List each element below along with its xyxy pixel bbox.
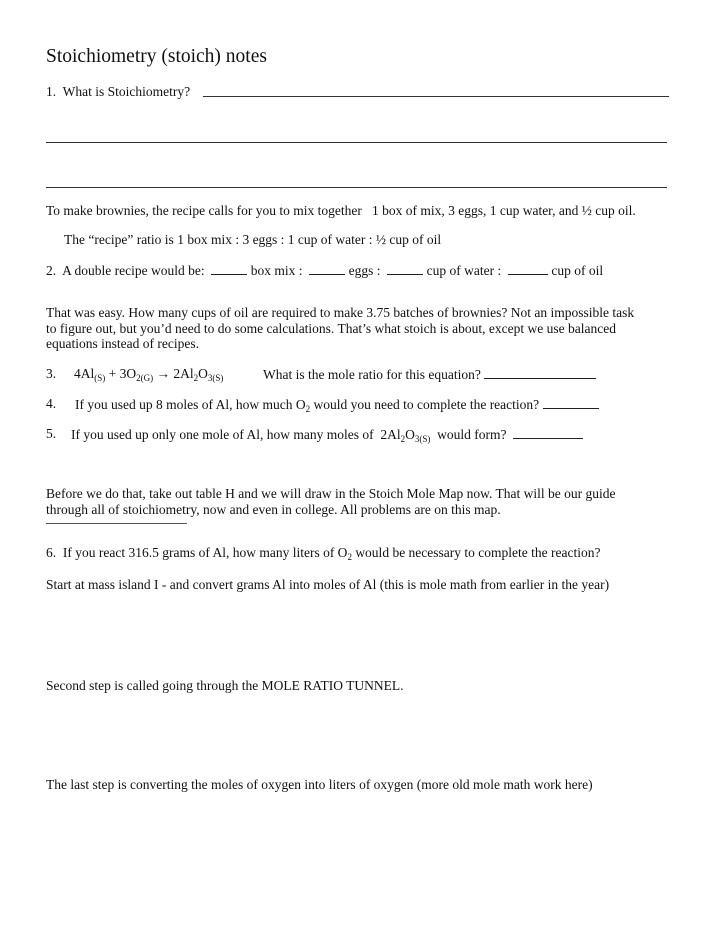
question-4-blank[interactable]	[543, 396, 599, 409]
recipe-ratio: The “recipe” ratio is 1 box mix : 3 eggs : 1 cup of water : ½ cup of oil	[64, 232, 442, 247]
page-title: Stoichiometry (stoich) notes	[46, 46, 267, 67]
question-4-number: 4.	[46, 396, 57, 411]
table-h-paragraph	[46, 486, 616, 517]
eq-product: 2Al	[173, 366, 194, 381]
question-1-answer-line-3[interactable]	[46, 187, 667, 188]
eq-state-o2: 2(G)	[136, 373, 154, 383]
question-5-blank[interactable]	[513, 426, 583, 439]
q5-product-o: O	[405, 427, 415, 442]
q5-product-sub-1: 2	[400, 434, 406, 444]
question-3	[263, 366, 596, 383]
easy-line-2: to figure out, but you’d need to do some calculations. That’s what stoich is about, except we use balanced	[46, 320, 616, 336]
question-5	[71, 426, 583, 443]
brownie-ingredients: 1 box of mix, 3 eggs, 1 cup water, and ½ cup oil.	[371, 203, 636, 218]
table-h-underline	[46, 523, 187, 524]
question-4-text-a: If you used up 8 moles of Al, how much O	[75, 397, 306, 412]
water-blank[interactable]	[387, 262, 423, 275]
question-1-text: What is Stoichiometry?	[62, 84, 191, 99]
eq-product-o: O	[198, 366, 208, 381]
oil-label: cup of oil	[551, 263, 604, 278]
eq-product-sub-2: 3(S)	[207, 373, 224, 383]
eq-state-al: (S)	[94, 373, 106, 383]
chemical-equation	[74, 366, 223, 382]
step-3: The last step is converting the moles of oxygen into liters of oxygen (more old mole math work here)	[46, 777, 593, 792]
eq-product-sub-1: 2	[193, 373, 199, 383]
eggs-label: eggs :	[348, 263, 381, 278]
q5-product-sub-2: 3(S)	[414, 434, 431, 444]
question-2-lead: A double recipe would be:	[62, 263, 205, 278]
easy-line-1: That was easy. How many cups of oil are required to make 3.75 batches of brownies? Not an impossible task	[46, 305, 635, 320]
water-label: cup of water :	[426, 263, 502, 278]
question-1	[46, 84, 190, 100]
question-6	[46, 545, 600, 561]
eq-reactant-al: 4Al	[74, 366, 95, 381]
table-h-line-1: Before we do that, take out table H and we will draw in the Stoich Mole Map now. That will be our guide	[46, 486, 616, 501]
question-6-number: 6.	[46, 545, 57, 560]
question-4-text-b: would you need to complete the reaction?	[313, 397, 540, 412]
question-2	[46, 262, 603, 279]
brownie-intro	[46, 203, 636, 219]
eggs-blank[interactable]	[309, 262, 345, 275]
box-mix-blank[interactable]	[211, 262, 247, 275]
question-1-answer-line-2[interactable]	[46, 142, 667, 143]
reaction-arrow-icon: →	[156, 366, 170, 381]
eq-reactant-o2: + 3O	[108, 366, 137, 381]
question-3-blank[interactable]	[484, 366, 596, 379]
question-3-text: What is the mole ratio for this equation?	[263, 367, 481, 382]
question-1-answer-line[interactable]	[203, 96, 669, 97]
table-h-line-2: through all of stoichiometry, now and even in college. All problems are on this map.	[46, 501, 501, 517]
question-6-text-b: would be necessary to complete the reaction?	[355, 545, 601, 560]
easy-paragraph	[46, 305, 634, 352]
step-1: Start at mass island I - and convert grams Al into moles of Al (this is mole math from earlier in the year)	[46, 577, 610, 592]
brownie-intro-text: To make brownies, the recipe calls for you to mix together	[46, 203, 362, 218]
question-5-number: 5.	[46, 426, 57, 441]
q5-product: 2Al	[380, 427, 401, 442]
box-mix-label: box mix :	[250, 263, 303, 278]
question-5-text-a: If you used up only one mole of Al, how many moles of	[71, 427, 374, 442]
question-1-number: 1.	[46, 84, 57, 99]
easy-line-3: equations instead of recipes.	[46, 336, 199, 351]
question-4	[75, 396, 599, 413]
question-4-o2-sub: 2	[305, 404, 311, 414]
question-6-o2-sub: 2	[347, 552, 352, 562]
question-2-number: 2.	[46, 263, 57, 278]
question-6-text-a: If you react 316.5 grams of Al, how many liters of O	[62, 545, 348, 560]
question-5-text-b: would form?	[437, 427, 507, 442]
question-3-number: 3.	[46, 366, 57, 381]
step-2: Second step is called going through the MOLE RATIO TUNNEL.	[46, 678, 404, 693]
oil-blank[interactable]	[508, 262, 548, 275]
